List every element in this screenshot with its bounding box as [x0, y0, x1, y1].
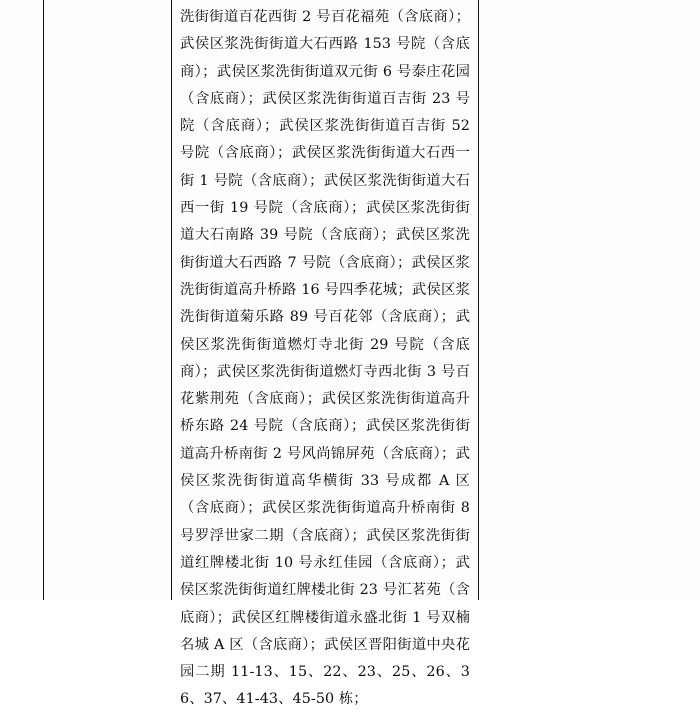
region-column: [44, 0, 172, 600]
address-list-column: [172, 0, 479, 708]
address-list-text: 洗街街道百花西街 2 号百花福苑（含底商）；武侯区浆洗街街道大石西路 153 号院（含底商）；武侯区浆洗街街道双元街 6 号泰庄花园（含底商）；武侯区浆洗街街道百吉街 23 号院（含底商）；武侯区浆洗街街道百吉街 52 号院（含底商）；武侯区浆洗街街道大石西一街 1 号院（含底商）；武侯区浆洗街街道大石西一街 19 号院（含底商）；武侯区浆洗街街道大石南路 39 号院（含底商）；武侯区浆洗街街道大石西路 7 号院（含底商）；武侯区浆洗街街道高升桥路 16 号四季花城；武侯区浆洗街街道菊乐路 89 号百花邻（含底商）；武侯区浆洗街街道燃灯寺北街 29 号院（含底商）；武侯区浆洗街街道燃灯寺西北街 3 号百花紫荆苑（含底商）；武侯区浆洗街街道高升桥东路 24 号院（含底商）；武侯区浆洗街街道高升桥南街 2 号风尚锦屏苑（含底商）；武侯区浆洗街街道高华横街 33 号成都 A 区（含底商）；武侯区浆洗街街道高升桥南街 8 号罗浮世家二期（含底商）；武侯区浆洗街街道红牌楼北街 10 号永红佳园（含底商）；武侯区浆洗街街道红牌楼北街 23 号汇茗苑（含底商）；武侯区红牌楼街道永盛北街 1 号双楠名城 A 区（含底商）；武侯区晋阳街道中央花园二期 11-13、15、22、23、25、26、36、37、41-43、45-50 栋；: [180, 9, 470, 708]
index-column: [0, 0, 44, 600]
notes-column: [479, 0, 699, 600]
